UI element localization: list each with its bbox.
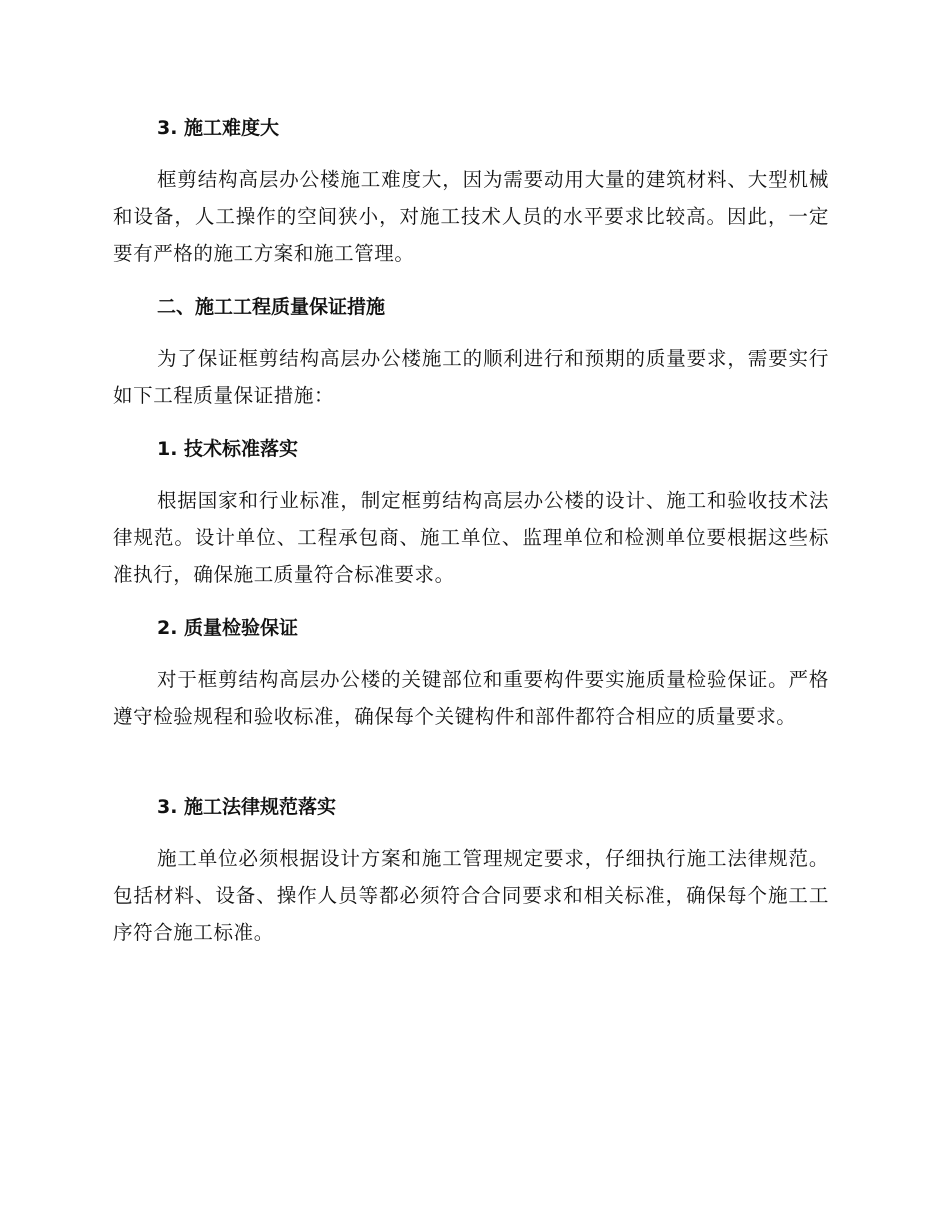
paragraph-tech-standards: 根据国家和行业标准，制定框剪结构高层办公楼的设计、施工和验收技术法律规范。设计单位、工程承包商、施工单位、监理单位和检测单位要根据这些标准执行，确保施工质量符合标准要求。	[113, 489, 829, 586]
paragraph-difficulty: 框剪结构高层办公楼施工难度大，因为需要动用大量的建筑材料、大型机械和设备，人工操作的空间狭小，对施工技术人员的水平要求比较高。因此，一定要有严格的施工方案和施工管理。	[113, 168, 829, 265]
section-heading-legal-norms: 3. 施工法律规范落实	[157, 796, 337, 818]
section-heading-tech-standards: 1. 技术标准落实	[157, 438, 299, 460]
paragraph-legal-norms: 施工单位必须根据设计方案和施工管理规定要求，仔细执行施工法律规范。包括材料、设备、操作人员等都必须符合合同要求和相关标准，确保每个施工工序符合施工标准。	[113, 847, 829, 944]
section-heading-difficulty: 3. 施工难度大	[157, 117, 280, 139]
section-heading-quality-measures: 二、施工工程质量保证措施	[157, 296, 386, 318]
paragraph-quality-inspection: 对于框剪结构高层办公楼的关键部位和重要构件要实施质量检验保证。严格遵守检验规程和验收标准，确保每个关键构件和部件都符合相应的质量要求。	[113, 668, 829, 728]
section-heading-quality-inspection: 2. 质量检验保证	[157, 617, 299, 639]
paragraph-quality-intro: 为了保证框剪结构高层办公楼施工的顺利进行和预期的质量要求，需要实行如下工程质量保证措施：	[113, 347, 829, 407]
